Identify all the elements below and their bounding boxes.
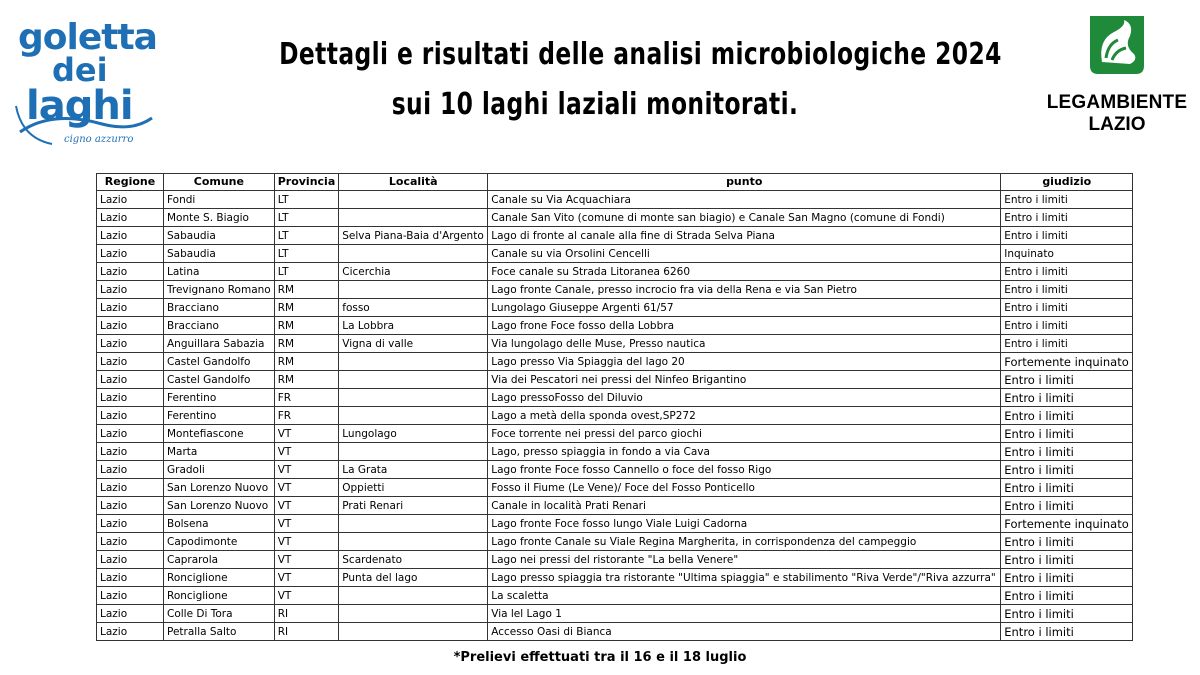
cell-regione: Lazio [97,461,164,479]
cell-provincia: VT [274,533,339,551]
cell-comune: San Lorenzo Nuovo [164,479,275,497]
logo-word-dei: dei [52,51,108,89]
table-row [97,389,1133,407]
cell-punto: La scaletta [488,587,1001,605]
table-row [97,569,1133,587]
cell-giudizio: Fortemente inquinato [1001,353,1133,371]
cell-giudizio: Entro i limiti [1001,497,1133,515]
cell-regione: Lazio [97,425,164,443]
table-row [97,533,1133,551]
cell-giudizio: Entro i limiti [1001,335,1133,353]
cell-provincia: FR [274,407,339,425]
cell-punto: Canale San Vito (comune di monte san biagio) e Canale San Magno (comune di Fondi) [488,209,1001,227]
cell-punto: Fosso il Fiume (Le Vene)/ Foce del Fosso Ponticello [488,479,1001,497]
cell-provincia: VT [274,425,339,443]
cell-comune: Anguillara Sabazia [164,335,275,353]
cell-comune: Colle Di Tora [164,605,275,623]
table-row [97,551,1133,569]
cell-giudizio: Entro i limiti [1001,263,1133,281]
cell-comune: Marta [164,443,275,461]
cell-localita [339,533,488,551]
cell-regione: Lazio [97,515,164,533]
logo-tagline: cigno azzurro [64,134,134,145]
cell-regione: Lazio [97,479,164,497]
results-table [96,173,1133,641]
cell-regione: Lazio [97,353,164,371]
cell-regione: Lazio [97,209,164,227]
cell-localita [339,281,488,299]
cell-punto: Lago presso spiaggia tra ristorante "Ultima spiaggia" e stabilimento "Riva Verde"/"Riva azzurra" [488,569,1001,587]
legambiente-lazio-logo [1034,10,1200,135]
cell-provincia: VT [274,587,339,605]
table-body [97,191,1133,641]
table-row [97,317,1133,335]
cell-punto: Via lungolago delle Muse, Presso nautica [488,335,1001,353]
cell-giudizio: Entro i limiti [1001,191,1133,209]
cell-comune: Bracciano [164,299,275,317]
cell-regione: Lazio [97,605,164,623]
cell-localita: Punta del lago [339,569,488,587]
cell-giudizio: Entro i limiti [1001,551,1133,569]
column-header-giudizio: giudizio [1001,174,1133,191]
cell-localita [339,191,488,209]
cell-punto: Lago presso Via Spiaggia del lago 20 [488,353,1001,371]
cell-giudizio: Fortemente inquinato [1001,515,1133,533]
cell-regione: Lazio [97,299,164,317]
table-header-row [97,174,1133,191]
cell-regione: Lazio [97,443,164,461]
logo-legambiente: LEGAMBIENTE [1046,92,1188,113]
table-row [97,353,1133,371]
cell-provincia: VT [274,443,339,461]
logo-word-goletta: goletta [18,17,157,58]
cell-comune: Monte S. Biagio [164,209,275,227]
cell-giudizio: Entro i limiti [1001,443,1133,461]
cell-punto: Lago pressoFosso del Diluvio [488,389,1001,407]
cell-punto: Lago fronte Canale, presso incrocio fra via della Rena e via San Pietro [488,281,1001,299]
cell-regione: Lazio [97,389,164,407]
cell-giudizio: Entro i limiti [1001,389,1133,407]
footnote: *Prelievi effettuati tra il 16 e il 18 luglio [453,650,747,665]
cell-comune: Ronciglione [164,569,275,587]
cell-giudizio: Entro i limiti [1001,569,1133,587]
cell-giudizio: Entro i limiti [1001,479,1133,497]
cell-comune: Castel Gandolfo [164,353,275,371]
cell-comune: Ferentino [164,389,275,407]
table-row [97,605,1133,623]
table-row [97,587,1133,605]
cell-giudizio: Entro i limiti [1001,623,1133,641]
table-row [97,263,1133,281]
cell-giudizio: Entro i limiti [1001,605,1133,623]
cell-giudizio: Entro i limiti [1001,299,1133,317]
cell-localita: Cicerchia [339,263,488,281]
cell-comune: Bolsena [164,515,275,533]
cell-regione: Lazio [97,335,164,353]
logo-lazio: LAZIO [1088,114,1146,135]
cell-punto: Via lel Lago 1 [488,605,1001,623]
cell-localita: Scardenato [339,551,488,569]
column-header-provincia: Provincia [274,174,339,191]
cell-punto: Accesso Oasi di Bianca [488,623,1001,641]
table-row [97,335,1133,353]
cell-punto: Lago di fronte al canale alla fine di Strada Selva Piana [488,227,1001,245]
cell-punto: Canale su via Orsolini Cencelli [488,245,1001,263]
cell-localita [339,407,488,425]
cell-localita [339,389,488,407]
cell-comune: Capodimonte [164,533,275,551]
cell-punto: Lago frone Foce fosso della Lobbra [488,317,1001,335]
page-title [279,30,1002,130]
cell-comune: Trevignano Romano [164,281,275,299]
cell-punto: Foce canale su Strada Litoranea 6260 [488,263,1001,281]
cell-provincia: FR [274,389,339,407]
cell-punto: Via dei Pescatori nei pressi del Ninfeo Brigantino [488,371,1001,389]
cell-punto: Lago a metà della sponda ovest,SP272 [488,407,1001,425]
cell-regione: Lazio [97,371,164,389]
cell-punto: Canale in località Prati Renari [488,497,1001,515]
cell-punto: Lago fronte Foce fosso lungo Viale Luigi Cadorna [488,515,1001,533]
cell-punto: Foce torrente nei pressi del parco giochi [488,425,1001,443]
cell-localita: Selva Piana-Baia d'Argento [339,227,488,245]
cell-localita: Vigna di valle [339,335,488,353]
cell-regione: Lazio [97,227,164,245]
cell-provincia: RM [274,353,339,371]
cell-provincia: VT [274,461,339,479]
table-row [97,209,1133,227]
table-row [97,227,1133,245]
cell-giudizio: Entro i limiti [1001,317,1133,335]
cell-punto: Lago nei pressi del ristorante "La bella Venere" [488,551,1001,569]
cell-comune: Caprarola [164,551,275,569]
title-line-1: Dettagli e risultati delle analisi microbiologiche 2024 [279,37,1002,72]
cell-provincia: LT [274,191,339,209]
cell-provincia: LT [274,245,339,263]
cell-comune: Montefiascone [164,425,275,443]
table-row [97,245,1133,263]
cell-comune: Ferentino [164,407,275,425]
cell-localita: fosso [339,299,488,317]
cell-localita [339,443,488,461]
cell-regione: Lazio [97,245,164,263]
cell-punto: Lago, presso spiaggia in fondo a via Cava [488,443,1001,461]
table-row [97,371,1133,389]
table-row [97,191,1133,209]
logo-word-laghi: laghi [26,83,133,129]
cell-localita: La Lobbra [339,317,488,335]
cell-localita [339,371,488,389]
cell-regione: Lazio [97,263,164,281]
swan-icon [1084,10,1150,78]
cell-provincia: RM [274,371,339,389]
cell-provincia: VT [274,479,339,497]
cell-localita: Prati Renari [339,497,488,515]
table-row [97,479,1133,497]
cell-giudizio: Entro i limiti [1001,209,1133,227]
cell-giudizio: Entro i limiti [1001,227,1133,245]
cell-provincia: RI [274,623,339,641]
cell-provincia: VT [274,497,339,515]
column-header-regione: Regione [97,174,164,191]
cell-giudizio: Entro i limiti [1001,425,1133,443]
table-row [97,623,1133,641]
goletta-dei-laghi-logo [12,14,162,150]
cell-comune: Sabaudia [164,245,275,263]
cell-regione: Lazio [97,551,164,569]
cell-giudizio: Entro i limiti [1001,281,1133,299]
cell-regione: Lazio [97,191,164,209]
cell-provincia: VT [274,569,339,587]
table-row [97,407,1133,425]
cell-regione: Lazio [97,317,164,335]
cell-provincia: RM [274,317,339,335]
table-row [97,497,1133,515]
cell-localita [339,353,488,371]
cell-comune: Gradoli [164,461,275,479]
cell-punto: Lago fronte Foce fosso Cannello o foce del fosso Rigo [488,461,1001,479]
cell-comune: San Lorenzo Nuovo [164,497,275,515]
cell-comune: Castel Gandolfo [164,371,275,389]
cell-comune: Ronciglione [164,587,275,605]
cell-regione: Lazio [97,569,164,587]
cell-localita: La Grata [339,461,488,479]
cell-provincia: RM [274,299,339,317]
cell-provincia: LT [274,263,339,281]
cell-giudizio: Entro i limiti [1001,407,1133,425]
table-row [97,281,1133,299]
cell-giudizio: Entro i limiti [1001,587,1133,605]
column-header-punto: punto [488,174,1001,191]
cell-localita [339,587,488,605]
cell-punto: Canale su Via Acquachiara [488,191,1001,209]
cell-provincia: LT [274,209,339,227]
cell-localita [339,515,488,533]
cell-provincia: RM [274,335,339,353]
cell-giudizio: Entro i limiti [1001,533,1133,551]
cell-regione: Lazio [97,623,164,641]
table-row [97,515,1133,533]
cell-localita [339,245,488,263]
cell-localita [339,605,488,623]
table-row [97,299,1133,317]
cell-giudizio: Entro i limiti [1001,461,1133,479]
cell-comune: Latina [164,263,275,281]
cell-giudizio: Entro i limiti [1001,371,1133,389]
cell-comune: Petralla Salto [164,623,275,641]
cell-provincia: RI [274,605,339,623]
cell-provincia: VT [274,515,339,533]
cell-regione: Lazio [97,497,164,515]
cell-punto: Lago fronte Canale su Viale Regina Margherita, in corrispondenza del campeggio [488,533,1001,551]
cell-regione: Lazio [97,533,164,551]
table-row [97,425,1133,443]
title-line-2: sui 10 laghi laziali monitorati. [391,87,799,122]
cell-localita [339,209,488,227]
table-row [97,461,1133,479]
cell-comune: Fondi [164,191,275,209]
cell-comune: Bracciano [164,317,275,335]
cell-regione: Lazio [97,281,164,299]
cell-comune: Sabaudia [164,227,275,245]
cell-provincia: LT [274,227,339,245]
cell-regione: Lazio [97,407,164,425]
cell-localita: Oppietti [339,479,488,497]
cell-giudizio: Inquinato [1001,245,1133,263]
table-row [97,443,1133,461]
cell-provincia: RM [274,281,339,299]
cell-punto: Lungolago Giuseppe Argenti 61/57 [488,299,1001,317]
cell-localita [339,623,488,641]
cell-regione: Lazio [97,587,164,605]
cell-localita: Lungolago [339,425,488,443]
cell-provincia: VT [274,551,339,569]
column-header-comune: Comune [164,174,275,191]
column-header-localita: Località [339,174,488,191]
